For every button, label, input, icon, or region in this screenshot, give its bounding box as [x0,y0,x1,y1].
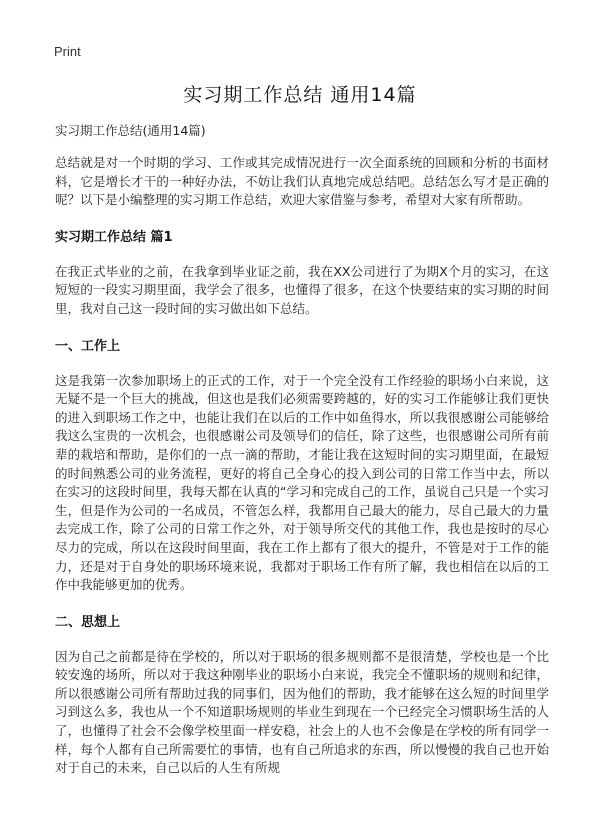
document-body [55,122,549,797]
work-heading: 一、工作上 [55,338,121,354]
print-link[interactable]: Print [54,44,81,59]
thought-paragraph: 因为自己之前都是待在学校的，所以对于职场的很多规则都不是很清楚，学校也是一个比较安逸的场所，所以对于我这种刚毕业的职场小白来说，我完全不懂职场的规则和纪律，所以很感谢公司所有帮助过我的同事们，因为他们的帮助，我才能够在这么短的时间里学习到这么多，我也从一个不知道职场规则的毕业生到现在一个已经完全习惯职场生活的人了，也懂得了社会不会像学校里面一样安稳，社会上的人也不会像是在学校的所有同学一样，每个人都有自己所需要忙的事情，也有自己所追求的东西，所以慢慢的我自己也开始对于自己的未来，自己以后的人生有所规 [55,648,549,776]
document-subtitle: 实习期工作总结(通用14篇) [55,123,206,138]
section-1-paragraph: 在我正式毕业的之前，在我拿到毕业证之前，我在XX公司进行了为期X个月的实习，在这短短的一段实习期里面，我学会了很多，也懂得了很多，在这个快要结束的实习期的时间里，我对自己这一段时间的实习做出如下总结。 [55,263,549,316]
intro-paragraph: 总结就是对一个时期的学习、工作或其完成情况进行一次全面系统的回顾和分析的书面材料，它是增长才干的一种好办法，不妨让我们认真地完成总结吧。总结怎么写才是正确的呢？以下是小编整理的实习期工作总结，欢迎大家借鉴与参考，希望对大家有所帮助。 [55,155,549,208]
page-title: 实习期工作总结 通用14篇 [183,84,417,106]
section-heading-1: 实习期工作总结 篇1 [55,229,173,245]
thought-heading: 二、思想上 [55,614,121,630]
work-paragraph: 这是我第一次参加职场上的正式的工作，对于一个完全没有工作经验的职场小白来说，这无疑不是一个巨大的挑战，但这也是我们必须需要跨越的，好的实习工作能够让我们更快的进入到职场工作之中，也能让我们在以后的工作中如鱼得水，所以我很感谢公司能够给我这么宝贵的一次机会，也很感谢公司及领导们的信任，除了这些，也很感谢公司所有前辈的栽培和帮助，是你们的一点一滴的帮助，才能让我在这短时间的实习期里面，在最短的时间熟悉公司的业务流程，更好的将自己全身心的投入到公司的日常工作当中去，所以在实习的这段时间里，我每天都在认真的“学习和完成自己的工作，虽说自己只是一个实习生，但是作为公司的一名成员，不管怎么样，我都用自己最大的能力，尽自己最大的力量去完成工作，除了公司的日常工作之外，对于领导所交代的其他工作，我也是按时的尽心尽力的完成，所以在这段时间里面，我在工作上都有了很大的提升，不管是对于工作的能力，还是对于自身处的职场环境来说，我都对于职场工作有所了解，我也相信在以后的工作中我能够更加的优秀。 [55,372,549,593]
